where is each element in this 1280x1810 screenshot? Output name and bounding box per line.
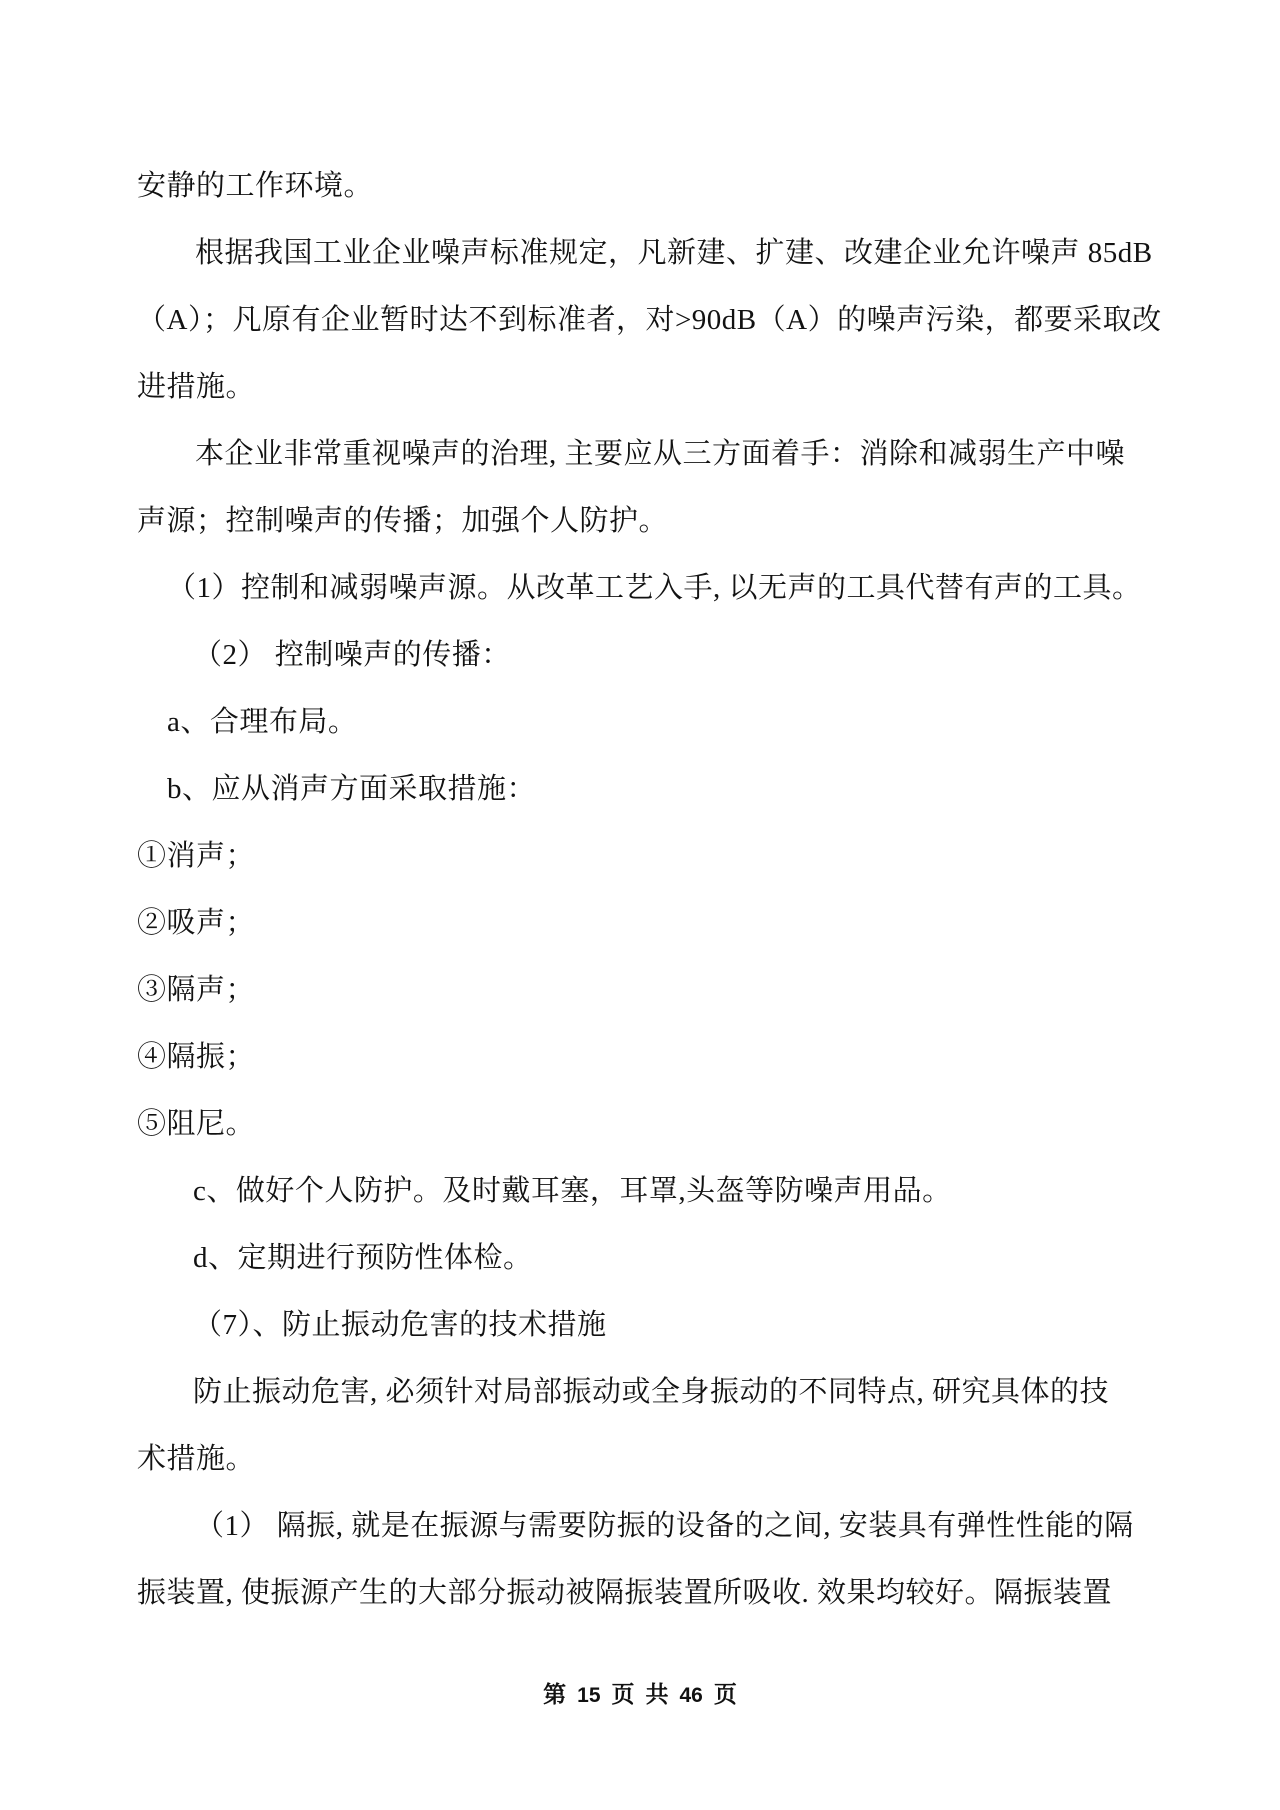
text-line: d、定期进行预防性体检。 [193, 1242, 533, 1274]
text-line: （7）、防止振动危害的技术措施 [193, 1309, 607, 1341]
text-line: 术措施。 [137, 1443, 256, 1475]
document-body [137, 153, 1162, 1627]
text-line: 防止振动危害, 必须针对局部振动或全身振动的不同特点, 研究具体的技 [193, 1376, 1110, 1408]
text-line: （2） 控制噪声的传播： [193, 639, 511, 671]
page-footer [0, 1676, 1280, 1709]
text-line: ①消声； [137, 840, 256, 872]
text-line: a、合理布局。 [167, 706, 358, 738]
text-line: ④隔振； [137, 1041, 256, 1073]
footer-label-ye-2: 页 [713, 1682, 737, 1707]
text-line: ③隔声； [137, 974, 256, 1006]
text-line: （1）控制和减弱噪声源。从改革工艺入手, 以无声的工具代替有声的工具。 [167, 572, 1142, 604]
text-line: 安静的工作环境。 [137, 170, 374, 202]
text-line: （A）；凡原有企业暂时达不到标准者，对>90dB（A）的噪声污染，都要采取改 [137, 304, 1162, 336]
footer-label-ye: 页 [611, 1682, 635, 1707]
text-line: （1） 隔振, 就是在振源与需要防振的设备的之间, 安装具有弹性性能的隔 [195, 1510, 1134, 1542]
text-line: b、应从消声方面采取措施： [167, 773, 537, 805]
footer-total-pages: 46 [679, 1684, 703, 1707]
text-line: ⑤阻尼。 [137, 1108, 256, 1140]
text-line: 本企业非常重视噪声的治理, 主要应从三方面着手：消除和减弱生产中噪 [195, 438, 1126, 470]
footer-label-gong: 共 [645, 1682, 669, 1707]
text-line: 振装置, 使振源产生的大部分振动被隔振装置所吸收. 效果均较好。隔振装置 [137, 1577, 1113, 1609]
text-line: ②吸声； [137, 907, 256, 939]
text-line: c、做好个人防护。及时戴耳塞，耳罩,头盔等防噪声用品。 [193, 1175, 952, 1207]
footer-label-di: 第 [543, 1682, 567, 1707]
text-line: 进措施。 [137, 371, 256, 403]
text-line: 根据我国工业企业噪声标准规定，凡新建、扩建、改建企业允许噪声 85dB [195, 237, 1153, 269]
text-line: 声源；控制噪声的传播；加强个人防护。 [137, 505, 669, 537]
footer-current-page: 15 [577, 1684, 601, 1707]
